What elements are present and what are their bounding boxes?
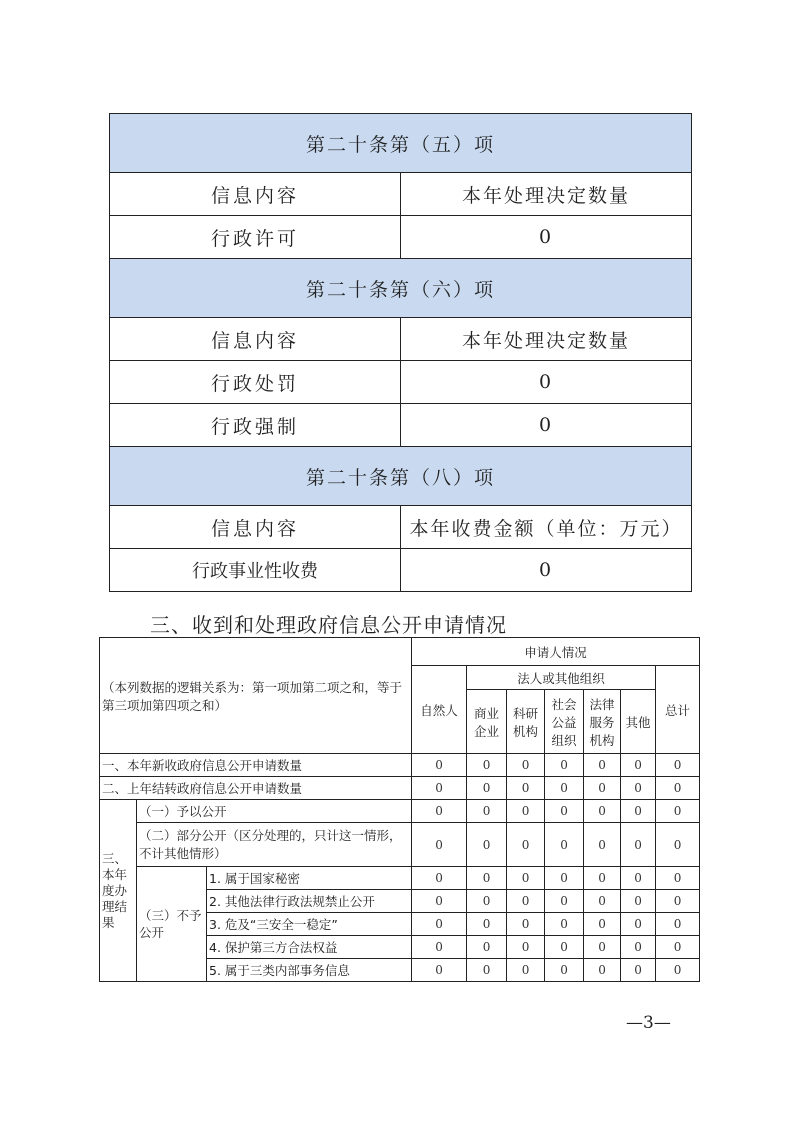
cell-value: 0 <box>621 800 656 823</box>
cell-value: 0 <box>621 823 656 867</box>
row-label: 3. 危及“三安全一稳定” <box>207 913 412 936</box>
cell-value: 0 <box>656 800 700 823</box>
cell-value: 0 <box>621 754 656 777</box>
cell-value: 0 <box>545 867 584 890</box>
row-label: 行政强制 <box>110 404 401 447</box>
cell-value: 0 <box>621 959 656 982</box>
cell-value: 0 <box>621 913 656 936</box>
cell-value: 0 <box>507 890 545 913</box>
table-row <box>100 867 700 890</box>
cell-value: 0 <box>584 777 621 800</box>
cell-value: 0 <box>584 959 621 982</box>
cell-value: 0 <box>412 890 467 913</box>
cell-value: 0 <box>584 800 621 823</box>
cell-value: 0 <box>656 936 700 959</box>
row-value: 0 <box>401 216 692 259</box>
row-label: 行政许可 <box>110 216 401 259</box>
cell-value: 0 <box>412 800 467 823</box>
cell-value: 0 <box>656 754 700 777</box>
row-label: （二）部分公开（区分处理的，只计这一情形，不计其他情形） <box>137 823 412 867</box>
table-row <box>100 800 700 823</box>
cell-value: 0 <box>656 890 700 913</box>
row-label: 二、上年结转政府信息公开申请数量 <box>100 777 412 800</box>
applicant-header: 申请人情况 <box>412 638 700 666</box>
row-label: 1. 属于国家秘密 <box>207 867 412 890</box>
row-label: 行政事业性收费 <box>110 549 401 592</box>
row-label: 5. 属于三类内部事务信息 <box>207 959 412 982</box>
col-value: 本年处理决定数量 <box>401 318 692 361</box>
cell-value: 0 <box>507 959 545 982</box>
cell-value: 0 <box>545 890 584 913</box>
cell-value: 0 <box>412 936 467 959</box>
cell-value: 0 <box>545 754 584 777</box>
cell-value: 0 <box>412 777 467 800</box>
legal-group-header: 法人或其他组织 <box>467 666 656 690</box>
application-table <box>99 637 700 982</box>
row-label: 4. 保护第三方合法权益 <box>207 936 412 959</box>
cell-value: 0 <box>584 913 621 936</box>
legal-col-header: 社会公益组织 <box>545 690 584 754</box>
legal-col-header: 法律服务机构 <box>584 690 621 754</box>
cell-value: 0 <box>467 936 507 959</box>
cell-value: 0 <box>545 936 584 959</box>
cell-value: 0 <box>621 867 656 890</box>
cell-value: 0 <box>507 936 545 959</box>
cell-value: 0 <box>467 867 507 890</box>
col-value: 本年处理决定数量 <box>401 173 692 216</box>
table-row <box>100 823 700 867</box>
page-number: —3— <box>626 1013 671 1033</box>
cell-value: 0 <box>507 913 545 936</box>
row-label: 2. 其他法律行政法规禁止公开 <box>207 890 412 913</box>
cell-value: 0 <box>412 959 467 982</box>
cell-value: 0 <box>467 913 507 936</box>
row-label: 行政处罚 <box>110 361 401 404</box>
disclosure-table <box>109 113 692 592</box>
section-header: 第二十条第（六）项 <box>110 259 692 318</box>
cell-value: 0 <box>656 823 700 867</box>
row-label: （一）予以公开 <box>137 800 412 823</box>
cell-value: 0 <box>412 754 467 777</box>
cell-value: 0 <box>507 867 545 890</box>
cell-value: 0 <box>656 913 700 936</box>
cell-value: 0 <box>507 823 545 867</box>
cell-value: 0 <box>545 913 584 936</box>
cell-value: 0 <box>545 959 584 982</box>
cell-value: 0 <box>621 890 656 913</box>
natural-person-header: 自然人 <box>412 666 467 754</box>
legal-col-header: 商业企业 <box>467 690 507 754</box>
cell-value: 0 <box>656 959 700 982</box>
col-value: 本年收费金额（单位：万元） <box>401 506 692 549</box>
cell-value: 0 <box>507 800 545 823</box>
table-row <box>100 777 700 800</box>
legal-col-header: 科研机构 <box>507 690 545 754</box>
cell-value: 0 <box>507 754 545 777</box>
cell-value: 0 <box>584 890 621 913</box>
col-label: 信息内容 <box>110 173 401 216</box>
section-title: 三、收到和处理政府信息公开申请情况 <box>150 613 507 637</box>
col-label: 信息内容 <box>110 318 401 361</box>
withhold-label: （三）不予公开 <box>137 867 207 982</box>
legal-col-header: 其他 <box>621 690 656 754</box>
cell-value: 0 <box>467 823 507 867</box>
row-label: 一、本年新收政府信息公开申请数量 <box>100 754 412 777</box>
row-value: 0 <box>401 404 692 447</box>
cell-value: 0 <box>467 800 507 823</box>
cell-value: 0 <box>467 890 507 913</box>
cell-value: 0 <box>467 777 507 800</box>
table-row <box>100 754 700 777</box>
total-header: 总计 <box>656 666 700 754</box>
section-header: 第二十条第（八）项 <box>110 447 692 506</box>
cell-value: 0 <box>584 823 621 867</box>
row-value: 0 <box>401 549 692 592</box>
note-cell: （本列数据的逻辑关系为：第一项加第二项之和，等于第三项加第四项之和） <box>100 638 412 754</box>
cell-value: 0 <box>584 936 621 959</box>
section-header: 第二十条第（五）项 <box>110 114 692 173</box>
cell-value: 0 <box>412 823 467 867</box>
cell-value: 0 <box>467 754 507 777</box>
row-value: 0 <box>401 361 692 404</box>
group3-label: 三、本年度办理结果 <box>100 800 137 982</box>
cell-value: 0 <box>412 913 467 936</box>
cell-value: 0 <box>545 823 584 867</box>
col-label: 信息内容 <box>110 506 401 549</box>
cell-value: 0 <box>656 867 700 890</box>
cell-value: 0 <box>412 867 467 890</box>
cell-value: 0 <box>584 867 621 890</box>
cell-value: 0 <box>545 777 584 800</box>
cell-value: 0 <box>507 777 545 800</box>
cell-value: 0 <box>467 959 507 982</box>
cell-value: 0 <box>545 800 584 823</box>
cell-value: 0 <box>656 777 700 800</box>
cell-value: 0 <box>621 936 656 959</box>
cell-value: 0 <box>584 754 621 777</box>
cell-value: 0 <box>621 777 656 800</box>
